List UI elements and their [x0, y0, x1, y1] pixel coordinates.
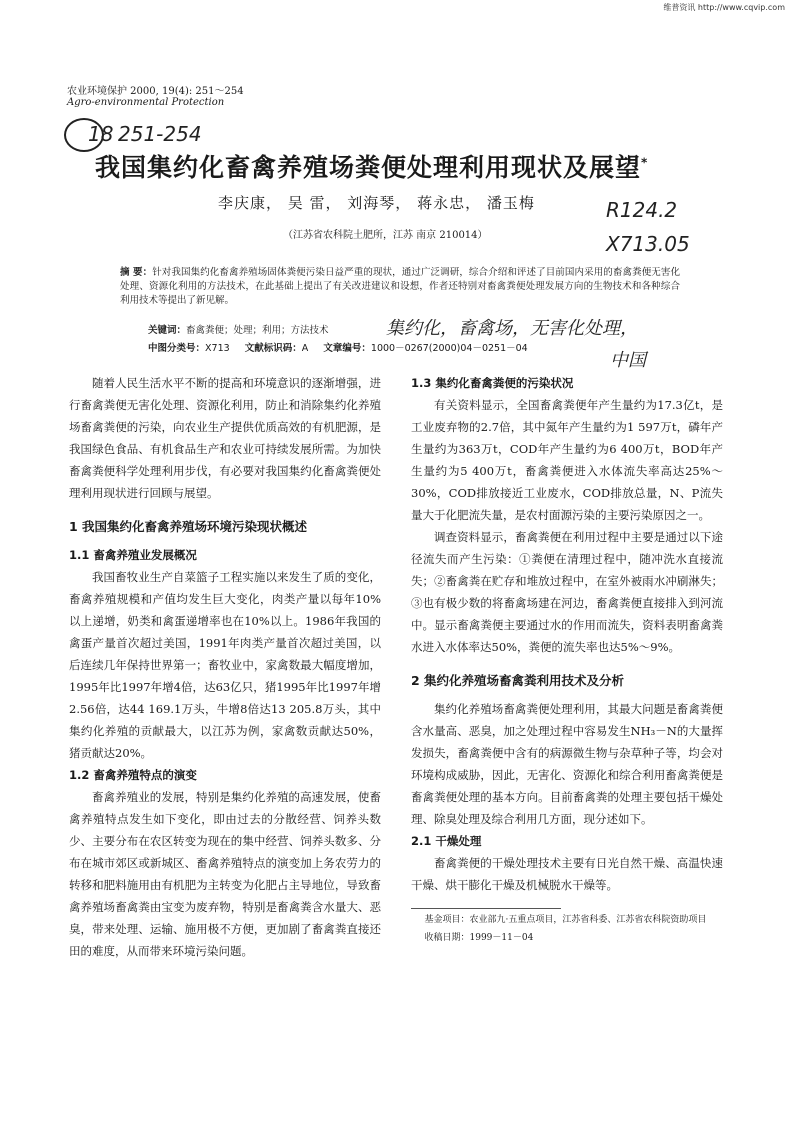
document-code: A: [301, 343, 309, 354]
author-list: 李庆康， 吴 雷， 刘海琴， 蒋永忠， 潘玉梅: [218, 194, 535, 212]
section-1-heading: 1 我国集约化畜禽养殖场环境污染现状概述: [69, 519, 308, 534]
section-2-1-paragraph: 畜禽粪便的干燥处理技术主要有日光自然干燥、高温快速干燥、烘干膨化干燥及机械脱水干燥等。: [411, 856, 723, 892]
footnote-rule: [411, 908, 561, 909]
handwritten-number: 18: [88, 122, 114, 146]
intro-paragraph: 随着人民生活水平不断的提高和环境意识的逐渐增强，进行畜禽粪便无害化处理、资源化利用，防止和消除集约化养殖场畜禽粪便的污染，向农业生产提供优质高效的有机肥源，是我国绿色食品、有机食品生产和农业可持续发展所需。为加快畜禽粪便科学处理利用步伐，有必要对我国集约化畜禽粪便处理利用现状进行回顾与展望。: [69, 376, 381, 500]
watermark: 维普资讯 http://www.cqvip.com: [663, 3, 785, 12]
affiliation: （江苏省农科院土肥所，江苏 南京 210014）: [283, 230, 488, 241]
handwritten-class-code-2: X713.05: [606, 232, 690, 256]
handwritten-country: 中国: [610, 350, 646, 371]
section-1-3-paragraph-b: 调查资料显示，畜禽粪便在利用过程中主要是通过以下途径流失而产生污染：①粪便在清理过程中，随冲洗水直接流失；②畜禽粪在贮存和堆放过程中，在室外被雨水冲刷淋失；③也有极少数的将畜禽场建在河边，畜禽粪便直接排入到河流中。显示畜禽粪便主要通过水的作用而流失，资料表明畜禽粪水进入水体率达50%，粪便的流失率也达5%～9%。: [411, 530, 723, 654]
section-2-paragraph: 集约化养殖场畜禽粪便处理利用，其最大问题是畜禽粪便含水量高、恶臭，加之处理过程中容易发生NH₃－N的大量挥发损失，畜禽粪便中含有的病源微生物与杂草种子等，均会对环境构成威胁，因此，无害化、资源化和综合利用畜禽粪便是畜禽粪便处理的基本方向。目前畜禽粪的处理主要包括干燥处理、除臭处理及综合利用几方面，现分述如下。: [411, 702, 723, 826]
left-column: [69, 372, 381, 962]
clc-number: X713: [205, 343, 230, 354]
keywords: 关键词：畜禽粪便；处理；利用；方法技术: [148, 325, 329, 336]
abstract: [120, 266, 680, 308]
funding-footnote: 基金项目：农业部九·五重点项目，江苏省科委、江苏省农科院资助项目: [424, 915, 707, 925]
keywords-text: 畜禽粪便；处理；利用；方法技术: [186, 325, 329, 336]
section-1-3-heading: 1.3 集约化畜禽粪便的污染状况: [411, 376, 574, 390]
section-1-2-paragraph: 畜禽养殖业的发展，特别是集约化养殖的高速发展，使畜禽养殖特点发生如下变化，即由过去的分散经营、饲养头数少、主要分布在农区转变为现在的集中经营、饲养头数多、分布在城市郊区或新城区、畜禽养殖特点的演变加上务农劳力的转移和肥料施用由有机肥为主转变为化肥占主导地位，导致畜禽养殖场畜禽粪由宝变为废弃物，特别是畜禽粪含水量大、恶臭，带来处理、运输、施用极不方便，更加剧了畜禽粪直接还田的难度，从而带来环境污染问题。: [69, 790, 381, 958]
handwritten-keywords: 集约化，畜禽场，无害化处理，: [386, 318, 638, 339]
section-1-2-heading: 1.2 畜禽养殖特点的演变: [69, 768, 197, 782]
right-column: [411, 372, 723, 945]
paper-title: 我国集约化畜禽养殖场粪便处理利用现状及展望*: [95, 153, 649, 182]
section-1-1-paragraph: 我国畜牧业生产自菜篮子工程实施以来发生了质的变化，畜禽养殖规模和产值均发生巨大变化，肉类产量以每年10%以上递增，奶类和禽蛋递增率也在10%以上。1986年我国的禽蛋产量首次超过美国，1991年肉类产量首次超过美国，以后连续几年保持世界第一；畜牧业中，家禽数最大幅度增加，1995年比1997年增4倍，达63亿只，猪1995年比1997年增2.56倍，达44 169.1万头，牛增8倍达13 205.8万头，其中集约化养殖的贡献最大，以江苏为例，家禽数贡献达50%，猪贡献达20%。: [69, 570, 381, 760]
title-footnote-mark: *: [641, 155, 649, 170]
section-2-heading: 2 集约化养殖场畜禽粪利用技术及分析: [411, 673, 625, 688]
section-1-1-heading: 1.1 畜禽养殖业发展概况: [69, 548, 197, 562]
article-number: 1000－0267(2000)04－0251－04: [370, 343, 528, 354]
section-2-1-heading: 2.1 干燥处理: [411, 834, 482, 848]
handwritten-class-code-1: R124.2: [606, 198, 678, 222]
abstract-label: 摘 要：: [120, 267, 153, 278]
journal-citation: 农业环境保护 2000, 19(4): 251～254: [67, 86, 244, 97]
classification-line: 中图分类号：X713 文献标识码：A 文章编号：1000－0267(2000)04－0251－04: [148, 343, 528, 354]
journal-english-name: Agro-environmental Protection: [67, 97, 225, 108]
section-1-3-paragraph-a: 有关资料显示，全国畜禽粪便年产生量约为17.3亿t，是工业废弃物的2.7倍，其中氮年产生量约为1 597万t，磷年产生量约为363万t，COD年产生量约为6 400万t，BOD年产生量约为5 400万t，畜禽粪便进入水体流失率高达25%～30%，COD排放接近工业废水，COD排放总量，N、P流失量大于化肥流失量，是农村面源污染的主要污染原因之一。: [411, 398, 723, 522]
abstract-text: 针对我国集约化畜禽养殖场固体粪便污染日益严重的现状，通过广泛调研，综合介绍和评述了目前国内采用的畜禽粪便无害化处理、资源化利用的方法技术，在此基础上提出了有关改进建议和设想，作者还特别对畜禽粪便处理发展方向的生物技术和各种综合利用技术等提出了新见解。: [120, 267, 680, 306]
received-date: 收稿日期：1999－11－04: [424, 933, 534, 943]
handwritten-pages: 251-254: [118, 122, 202, 146]
